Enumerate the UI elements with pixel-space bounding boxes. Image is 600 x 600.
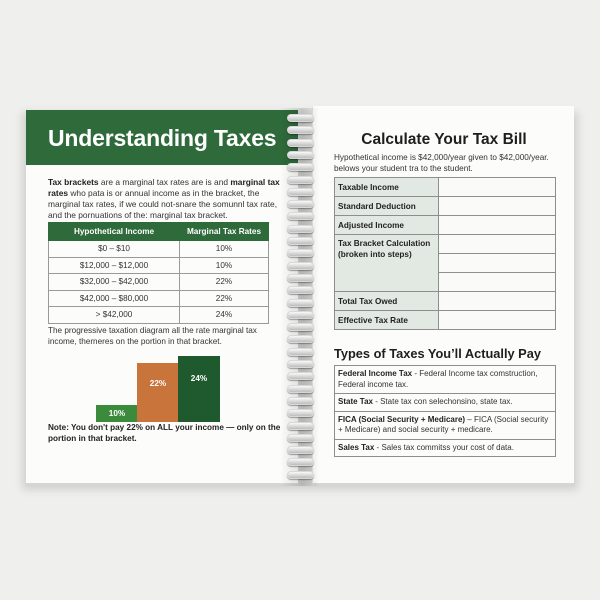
footer-note: Note: You don't pay 22% on ALL your income — only on the portion in that bracket.: [48, 423, 281, 443]
binding-coil: [287, 139, 314, 147]
binding-coil: [287, 311, 314, 319]
binding-coil: [287, 262, 314, 270]
income-cell: $32,000 – $42,000: [49, 274, 180, 291]
binding-coil: [287, 163, 314, 171]
tax-type-cell: [335, 394, 556, 412]
binding-coil: [287, 409, 314, 417]
column-header: Hypothetical Income: [49, 223, 180, 241]
intro-bold-term: marginal tax rates: [48, 177, 280, 198]
table-row: [335, 178, 556, 197]
tax-type-desc: – FICA (Social security + Medicare) and social security + medicare.: [338, 414, 549, 434]
worksheet-title: Calculate Your Tax Bill: [361, 131, 527, 148]
table-row: [335, 311, 556, 330]
taxable-income-label: Taxable Income: [335, 178, 439, 197]
binding-coil: [287, 114, 314, 122]
tax-type-name: Federal Income Tax: [338, 369, 413, 378]
table-header-row: [49, 223, 269, 241]
tax-type-cell: [335, 411, 556, 439]
tax-type-desc: - Federal Income tax comstruction, Federal income tax.: [338, 369, 538, 389]
binding-coil: [287, 434, 314, 442]
binding-coil: [287, 274, 314, 282]
table-row: [49, 274, 269, 291]
adjusted-income-label: Adjusted Income: [335, 216, 439, 235]
bracket-step-field[interactable]: [439, 273, 556, 292]
effective-rate-field[interactable]: [439, 311, 556, 330]
rate-cell: 24%: [180, 307, 269, 324]
total-tax-field[interactable]: [439, 292, 556, 311]
binding-coil: [287, 212, 314, 220]
table-row: [335, 366, 556, 394]
binding-coil: [287, 471, 314, 479]
binding-coil: [287, 249, 314, 257]
table-row: [335, 439, 556, 457]
intro-text: are a marginal tax rates are is and: [98, 177, 231, 187]
table-row: [49, 307, 269, 324]
title-band: [26, 110, 298, 165]
rate-cell: 22%: [180, 290, 269, 307]
intro-paragraph: [48, 177, 284, 221]
tax-type-desc: - Sales tax commitss your cost of data.: [374, 442, 514, 452]
binding-coil: [287, 323, 314, 331]
binding-coil: [287, 348, 314, 356]
effective-rate-label: Effective Tax Rate: [335, 311, 439, 330]
bracket-bar: [137, 363, 179, 422]
rate-cell: 10%: [180, 257, 269, 274]
binding-coil: [287, 225, 314, 233]
binding-coil: [287, 385, 314, 393]
page-title: Understanding Taxes: [48, 125, 277, 151]
bracket-bar: [178, 356, 220, 422]
standard-deduction-field[interactable]: [439, 197, 556, 216]
income-cell: $0 – $10: [49, 241, 180, 258]
tax-type-cell: [335, 366, 556, 394]
bracket-table: [48, 222, 269, 324]
left-page: [26, 110, 298, 485]
tax-types-heading: Types of Taxes You’ll Actually Pay: [334, 346, 541, 361]
tax-type-desc: - State tax con selechonsino, state tax.: [372, 397, 513, 406]
bracket-calculation-label: Tax Bracket Calculation (broken into steps): [335, 235, 439, 292]
binding-coil: [287, 458, 314, 466]
tax-type-name: FICA (Social Security + Medicare): [338, 414, 466, 424]
bracket-bar: [96, 405, 138, 422]
rate-cell: 10%: [180, 241, 269, 258]
income-cell: $42,000 – $80,000: [49, 290, 180, 307]
table-row: [335, 216, 556, 235]
binding-coil: [287, 422, 314, 430]
binding-coil: [287, 176, 314, 184]
tax-type-name: Sales Tax: [338, 442, 375, 452]
binding-coil: [287, 446, 314, 454]
table-row: [335, 411, 556, 439]
standard-deduction-label: Standard Deduction: [335, 197, 439, 216]
column-header: Marginal Tax Rates: [180, 223, 269, 241]
binding-coil: [287, 286, 314, 294]
calculation-table: [334, 177, 556, 330]
binding-coil: [287, 335, 314, 343]
bracket-step-field[interactable]: [439, 235, 556, 254]
tax-types-table: [334, 365, 556, 457]
table-row: [335, 197, 556, 216]
binding-coil: [287, 151, 314, 159]
total-tax-label: Total Tax Owed: [335, 292, 439, 311]
table-row: [335, 292, 556, 311]
taxable-income-field[interactable]: [439, 178, 556, 197]
bracket-step-field[interactable]: [439, 254, 556, 273]
bracket-bar-label: 10%: [108, 409, 126, 418]
worksheet-subtitle: Hypothetical income is $42,000/year given to $42,000/year. belows your student tra to the student.: [334, 153, 549, 173]
intro-text: who pata is or annual income as in the bracket, the marginal tax rates, if we could not-snare the somunnl tax rate, and the pornuations of the: marginal tax bracket.: [48, 188, 278, 220]
table-row: [49, 257, 269, 274]
tax-type-cell: [335, 439, 556, 457]
binding-coil: [287, 188, 314, 196]
table-row: [49, 290, 269, 307]
progressive-note: The progressive taxation diagram all the rate marginal tax income, therneres on the portion in that bracket.: [48, 326, 257, 346]
table-row: [49, 241, 269, 258]
intro-bold-term: Tax brackets: [48, 177, 99, 187]
binding-coil: [287, 299, 314, 307]
adjusted-income-field[interactable]: [439, 216, 556, 235]
bracket-bar-label: 24%: [190, 374, 208, 383]
binding-coil: [287, 372, 314, 380]
binding-coil: [287, 360, 314, 368]
table-row: [335, 235, 556, 254]
tax-type-name: State Tax: [338, 397, 373, 406]
table-row: [335, 394, 556, 412]
binding-coil: [287, 126, 314, 134]
bracket-bar-label: 22%: [149, 379, 167, 388]
income-cell: > $42,000: [49, 307, 180, 324]
binding-coil: [287, 200, 314, 208]
right-page: [312, 106, 574, 485]
income-cell: $12,000 – $12,000: [49, 257, 180, 274]
binding-coil: [287, 237, 314, 245]
rate-cell: 22%: [180, 274, 269, 291]
binding-coil: [287, 397, 314, 405]
bracket-bar-chart: [96, 352, 256, 422]
